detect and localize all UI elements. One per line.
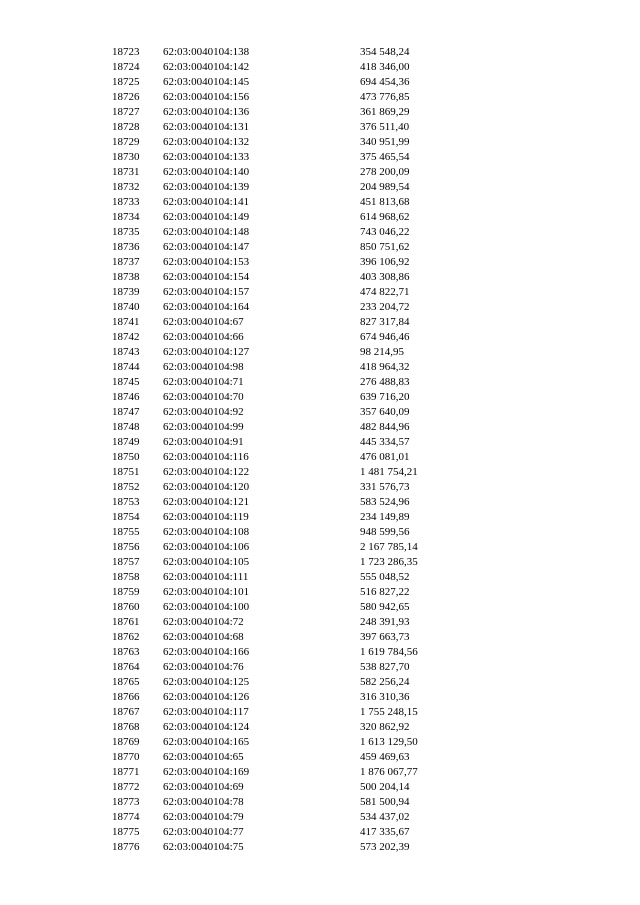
cadastral-number: 62:03:0040104:119 — [163, 511, 249, 523]
row-number: 18731 — [112, 166, 140, 178]
cadastral-number: 62:03:0040104:142 — [163, 61, 250, 73]
table-row — [0, 60, 640, 75]
row-number: 18764 — [112, 661, 140, 673]
cadastral-number: 62:03:0040104:126 — [163, 691, 250, 703]
row-number: 18775 — [112, 826, 140, 838]
cadastral-number: 62:03:0040104:69 — [163, 781, 244, 793]
value-amount: 583 524,96 — [360, 496, 410, 508]
value-amount: 474 822,71 — [360, 286, 410, 298]
table-row — [0, 600, 640, 615]
cadastral-number: 62:03:0040104:148 — [163, 226, 250, 238]
cadastral-number: 62:03:0040104:101 — [163, 586, 250, 598]
row-number: 18759 — [112, 586, 140, 598]
table-row — [0, 180, 640, 195]
row-number: 18766 — [112, 691, 140, 703]
value-amount: 418 964,32 — [360, 361, 410, 373]
row-number: 18725 — [112, 76, 140, 88]
value-amount: 1 876 067,77 — [360, 766, 418, 778]
table-row — [0, 765, 640, 780]
value-amount: 316 310,36 — [360, 691, 410, 703]
value-amount: 694 454,36 — [360, 76, 410, 88]
table-row — [0, 375, 640, 390]
cadastral-number: 62:03:0040104:153 — [163, 256, 250, 268]
value-amount: 459 469,63 — [360, 751, 410, 763]
value-amount: 278 200,09 — [360, 166, 410, 178]
cadastral-number: 62:03:0040104:65 — [163, 751, 244, 763]
cadastral-number: 62:03:0040104:120 — [163, 481, 250, 493]
cadastral-number: 62:03:0040104:149 — [163, 211, 250, 223]
table-row — [0, 435, 640, 450]
value-amount: 403 308,86 — [360, 271, 410, 283]
value-amount: 451 813,68 — [360, 196, 410, 208]
table-row — [0, 540, 640, 555]
row-number: 18773 — [112, 796, 140, 808]
cadastral-number: 62:03:0040104:71 — [163, 376, 244, 388]
row-number: 18739 — [112, 286, 140, 298]
row-number: 18753 — [112, 496, 140, 508]
row-number: 18776 — [112, 841, 140, 853]
cadastral-number: 62:03:0040104:91 — [163, 436, 244, 448]
cadastral-number: 62:03:0040104:165 — [163, 736, 250, 748]
value-amount: 555 048,52 — [360, 571, 410, 583]
row-number: 18728 — [112, 121, 140, 133]
table-row — [0, 270, 640, 285]
cadastral-number: 62:03:0040104:98 — [163, 361, 244, 373]
cadastral-number: 62:03:0040104:99 — [163, 421, 244, 433]
table-row — [0, 705, 640, 720]
cadastral-number: 62:03:0040104:111 — [163, 571, 249, 583]
table-row — [0, 795, 640, 810]
table-row — [0, 585, 640, 600]
table-row — [0, 75, 640, 90]
value-amount: 417 335,67 — [360, 826, 410, 838]
cadastral-number: 62:03:0040104:76 — [163, 661, 244, 673]
value-amount: 357 640,09 — [360, 406, 410, 418]
row-number: 18750 — [112, 451, 140, 463]
table-row — [0, 675, 640, 690]
table-row — [0, 240, 640, 255]
table-row — [0, 45, 640, 60]
row-number: 18745 — [112, 376, 140, 388]
value-amount: 233 204,72 — [360, 301, 410, 313]
row-number: 18772 — [112, 781, 140, 793]
table-row — [0, 390, 640, 405]
table-row — [0, 255, 640, 270]
cadastral-number: 62:03:0040104:66 — [163, 331, 244, 343]
row-number: 18751 — [112, 466, 140, 478]
cadastral-number: 62:03:0040104:133 — [163, 151, 250, 163]
value-amount: 2 167 785,14 — [360, 541, 418, 553]
row-number: 18771 — [112, 766, 140, 778]
row-number: 18748 — [112, 421, 140, 433]
value-amount: 1 613 129,50 — [360, 736, 418, 748]
table-row — [0, 165, 640, 180]
row-number: 18770 — [112, 751, 140, 763]
cadastral-number: 62:03:0040104:78 — [163, 796, 244, 808]
table-row — [0, 225, 640, 240]
cadastral-number: 62:03:0040104:77 — [163, 826, 244, 838]
table-row — [0, 360, 640, 375]
table-row — [0, 720, 640, 735]
table-row — [0, 555, 640, 570]
cadastral-number: 62:03:0040104:169 — [163, 766, 250, 778]
row-number: 18735 — [112, 226, 140, 238]
table-row — [0, 120, 640, 135]
value-amount: 573 202,39 — [360, 841, 410, 853]
value-amount: 1 755 248,15 — [360, 706, 418, 718]
cadastral-number: 62:03:0040104:124 — [163, 721, 250, 733]
row-number: 18747 — [112, 406, 140, 418]
value-amount: 482 844,96 — [360, 421, 410, 433]
cadastral-number: 62:03:0040104:125 — [163, 676, 250, 688]
value-amount: 581 500,94 — [360, 796, 410, 808]
value-amount: 397 663,73 — [360, 631, 410, 643]
table-row — [0, 420, 640, 435]
cadastral-number: 62:03:0040104:100 — [163, 601, 250, 613]
row-number: 18767 — [112, 706, 140, 718]
value-amount: 639 716,20 — [360, 391, 410, 403]
cadastral-number: 62:03:0040104:154 — [163, 271, 250, 283]
cadastral-number: 62:03:0040104:72 — [163, 616, 244, 628]
cadastral-number: 62:03:0040104:164 — [163, 301, 250, 313]
value-amount: 418 346,00 — [360, 61, 410, 73]
value-amount: 473 776,85 — [360, 91, 410, 103]
table-row — [0, 510, 640, 525]
table-row — [0, 810, 640, 825]
cadastral-number: 62:03:0040104:141 — [163, 196, 250, 208]
value-amount: 234 149,89 — [360, 511, 410, 523]
row-number: 18752 — [112, 481, 140, 493]
table-row — [0, 690, 640, 705]
value-amount: 674 946,46 — [360, 331, 410, 343]
table-row — [0, 405, 640, 420]
cadastral-number: 62:03:0040104:145 — [163, 76, 250, 88]
table-row — [0, 735, 640, 750]
table-row — [0, 840, 640, 855]
cadastral-number: 62:03:0040104:147 — [163, 241, 250, 253]
table-row — [0, 615, 640, 630]
value-amount: 396 106,92 — [360, 256, 410, 268]
data-table — [0, 45, 640, 855]
row-number: 18758 — [112, 571, 140, 583]
table-row — [0, 780, 640, 795]
row-number: 18774 — [112, 811, 140, 823]
table-body — [0, 45, 640, 855]
cadastral-number: 62:03:0040104:106 — [163, 541, 250, 553]
cadastral-number: 62:03:0040104:166 — [163, 646, 250, 658]
table-row — [0, 300, 640, 315]
value-amount: 476 081,01 — [360, 451, 410, 463]
row-number: 18762 — [112, 631, 140, 643]
table-row — [0, 90, 640, 105]
value-amount: 538 827,70 — [360, 661, 410, 673]
row-number: 18726 — [112, 91, 140, 103]
table-row — [0, 315, 640, 330]
value-amount: 354 548,24 — [360, 46, 410, 58]
cadastral-number: 62:03:0040104:131 — [163, 121, 250, 133]
row-number: 18746 — [112, 391, 140, 403]
row-number: 18768 — [112, 721, 140, 733]
cadastral-number: 62:03:0040104:68 — [163, 631, 244, 643]
row-number: 18769 — [112, 736, 140, 748]
cadastral-number: 62:03:0040104:122 — [163, 466, 250, 478]
value-amount: 331 576,73 — [360, 481, 410, 493]
cadastral-number: 62:03:0040104:136 — [163, 106, 250, 118]
table-row — [0, 480, 640, 495]
value-amount: 1 723 286,35 — [360, 556, 418, 568]
row-number: 18757 — [112, 556, 140, 568]
value-amount: 248 391,93 — [360, 616, 410, 628]
table-row — [0, 345, 640, 360]
row-number: 18729 — [112, 136, 140, 148]
value-amount: 376 511,40 — [360, 121, 410, 133]
table-row — [0, 450, 640, 465]
row-number: 18754 — [112, 511, 140, 523]
table-row — [0, 135, 640, 150]
cadastral-number: 62:03:0040104:157 — [163, 286, 250, 298]
row-number: 18756 — [112, 541, 140, 553]
row-number: 18727 — [112, 106, 140, 118]
value-amount: 580 942,65 — [360, 601, 410, 613]
cadastral-number: 62:03:0040104:121 — [163, 496, 250, 508]
cadastral-number: 62:03:0040104:105 — [163, 556, 250, 568]
cadastral-number: 62:03:0040104:70 — [163, 391, 244, 403]
row-number: 18743 — [112, 346, 140, 358]
cadastral-number: 62:03:0040104:75 — [163, 841, 244, 853]
value-amount: 204 989,54 — [360, 181, 410, 193]
value-amount: 743 046,22 — [360, 226, 410, 238]
row-number: 18738 — [112, 271, 140, 283]
value-amount: 1 619 784,56 — [360, 646, 418, 658]
table-row — [0, 660, 640, 675]
value-amount: 827 317,84 — [360, 316, 410, 328]
table-row — [0, 285, 640, 300]
value-amount: 850 751,62 — [360, 241, 410, 253]
cadastral-number: 62:03:0040104:139 — [163, 181, 250, 193]
cadastral-number: 62:03:0040104:132 — [163, 136, 250, 148]
row-number: 18723 — [112, 46, 140, 58]
value-amount: 582 256,24 — [360, 676, 410, 688]
row-number: 18742 — [112, 331, 140, 343]
table-row — [0, 330, 640, 345]
cadastral-number: 62:03:0040104:92 — [163, 406, 244, 418]
row-number: 18765 — [112, 676, 140, 688]
value-amount: 534 437,02 — [360, 811, 410, 823]
cadastral-number: 62:03:0040104:108 — [163, 526, 250, 538]
table-row — [0, 570, 640, 585]
table-row — [0, 210, 640, 225]
row-number: 18749 — [112, 436, 140, 448]
table-row — [0, 525, 640, 540]
value-amount: 98 214,95 — [360, 346, 404, 358]
row-number: 18730 — [112, 151, 140, 163]
value-amount: 340 951,99 — [360, 136, 410, 148]
cadastral-number: 62:03:0040104:156 — [163, 91, 250, 103]
table-row — [0, 825, 640, 840]
cadastral-number: 62:03:0040104:127 — [163, 346, 250, 358]
value-amount: 500 204,14 — [360, 781, 410, 793]
value-amount: 614 968,62 — [360, 211, 410, 223]
cadastral-number: 62:03:0040104:79 — [163, 811, 244, 823]
cadastral-number: 62:03:0040104:140 — [163, 166, 250, 178]
value-amount: 516 827,22 — [360, 586, 410, 598]
table-row — [0, 630, 640, 645]
value-amount: 948 599,56 — [360, 526, 410, 538]
value-amount: 276 488,83 — [360, 376, 410, 388]
cadastral-number: 62:03:0040104:116 — [163, 451, 249, 463]
row-number: 18741 — [112, 316, 140, 328]
value-amount: 1 481 754,21 — [360, 466, 418, 478]
table-row — [0, 105, 640, 120]
row-number: 18755 — [112, 526, 140, 538]
cadastral-number: 62:03:0040104:117 — [163, 706, 249, 718]
row-number: 18744 — [112, 361, 140, 373]
row-number: 18761 — [112, 616, 140, 628]
row-number: 18737 — [112, 256, 140, 268]
row-number: 18760 — [112, 601, 140, 613]
table-row — [0, 495, 640, 510]
table-row — [0, 465, 640, 480]
table-row — [0, 195, 640, 210]
row-number: 18740 — [112, 301, 140, 313]
row-number: 18732 — [112, 181, 140, 193]
value-amount: 320 862,92 — [360, 721, 410, 733]
row-number: 18733 — [112, 196, 140, 208]
row-number: 18734 — [112, 211, 140, 223]
value-amount: 445 334,57 — [360, 436, 410, 448]
value-amount: 361 869,29 — [360, 106, 410, 118]
row-number: 18736 — [112, 241, 140, 253]
cadastral-number: 62:03:0040104:138 — [163, 46, 250, 58]
cadastral-number: 62:03:0040104:67 — [163, 316, 244, 328]
row-number: 18763 — [112, 646, 140, 658]
table-row — [0, 150, 640, 165]
table-row — [0, 750, 640, 765]
table-row — [0, 645, 640, 660]
row-number: 18724 — [112, 61, 140, 73]
value-amount: 375 465,54 — [360, 151, 410, 163]
